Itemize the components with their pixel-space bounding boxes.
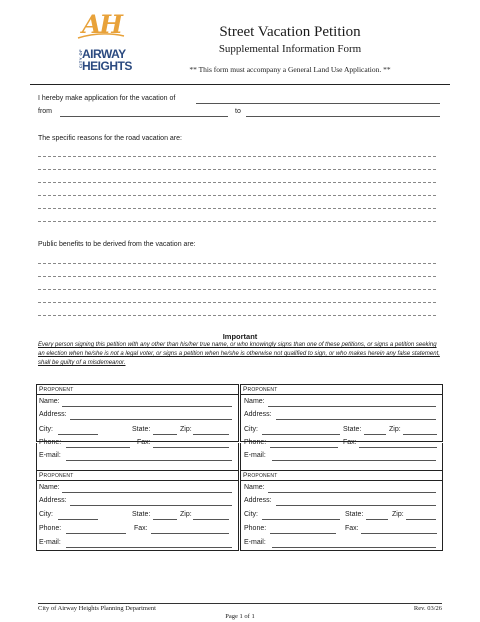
zip-field[interactable] [193, 519, 229, 520]
footer-revision: Rev. 03/26 [413, 605, 442, 612]
reasons-line[interactable] [38, 169, 436, 170]
name-field[interactable] [62, 492, 232, 493]
state-label: State: [345, 511, 364, 518]
benefits-line[interactable] [38, 315, 436, 316]
form-subtitle: Supplemental Information Form [218, 43, 362, 55]
fax-label: Fax: [345, 525, 359, 532]
city-label: City: [39, 511, 53, 518]
important-text: Every person signing this petition with any other than his/her true name, or who knowingly signs than one of these petitions, or signs a petition seeking an election when he/she is not a legal voter, or signs a petition when he/she is otherwise not qualified to sign, or who makes herein any false statement, shall be guilty of a misdemeanor. [38, 342, 440, 366]
address-label: Address: [39, 411, 67, 418]
state-label: State: [132, 426, 151, 433]
page-number: Page 1 of 1 [225, 613, 255, 620]
state-field[interactable] [153, 519, 177, 520]
address-field[interactable] [70, 505, 232, 506]
city-field[interactable] [262, 434, 340, 435]
zip-field[interactable] [406, 519, 436, 520]
address-label: Address: [39, 497, 67, 504]
state-label: State: [132, 511, 151, 518]
phone-field[interactable] [270, 533, 336, 534]
reasons-line[interactable] [38, 156, 436, 157]
zip-field[interactable] [403, 434, 437, 435]
proponent-heading: Proponent [240, 470, 443, 481]
reasons-line[interactable] [38, 208, 436, 209]
phone-label: Phone: [244, 439, 267, 446]
city-field[interactable] [262, 519, 340, 520]
benefits-label: Public benefits to be derived from the vacation are: [38, 241, 196, 248]
form-note: ** This form must accompany a General Land Use Application. ** [189, 65, 391, 74]
important-heading: Important [222, 332, 258, 341]
from-label: from [38, 108, 52, 115]
proponent-heading: Proponent [240, 384, 443, 395]
city-field[interactable] [58, 519, 98, 520]
city-label: City: [244, 511, 258, 518]
phone-field[interactable] [66, 533, 126, 534]
logo-swoosh-icon [76, 32, 126, 40]
address-label: Address: [244, 497, 272, 504]
benefits-line[interactable] [38, 276, 436, 277]
fax-label: Fax: [343, 439, 357, 446]
name-field[interactable] [62, 406, 232, 407]
city-label: City: [39, 426, 53, 433]
to-label: to [235, 108, 241, 115]
phone-label: Phone: [39, 525, 62, 532]
fax-field[interactable] [151, 533, 229, 534]
email-label: E-mail: [244, 452, 266, 459]
reasons-label: The specific reasons for the road vacation are: [38, 135, 182, 142]
reasons-line[interactable] [38, 221, 436, 222]
footer-divider [38, 603, 442, 604]
logo-airway: AIRWAY [82, 47, 126, 61]
phone-label: Phone: [244, 525, 267, 532]
benefits-line[interactable] [38, 302, 436, 303]
state-label: State: [343, 426, 362, 433]
logo-city-of: CITY OF [78, 48, 84, 69]
form-title: Street Vacation Petition [219, 24, 361, 40]
name-label: Name: [244, 484, 265, 491]
name-field[interactable] [268, 492, 436, 493]
name-label: Name: [39, 398, 60, 405]
application-label: I hereby make application for the vacation of [38, 95, 176, 102]
email-label: E-mail: [39, 539, 61, 546]
vacation-of-field[interactable] [196, 103, 440, 104]
email-field[interactable] [272, 547, 436, 548]
fax-label: Fax: [137, 439, 151, 446]
fax-label: Fax: [134, 525, 148, 532]
name-field[interactable] [268, 406, 436, 407]
from-field[interactable] [60, 116, 228, 117]
email-label: E-mail: [244, 539, 266, 546]
zip-field[interactable] [193, 434, 229, 435]
state-field[interactable] [366, 519, 388, 520]
name-label: Name: [39, 484, 60, 491]
fax-field[interactable] [361, 533, 437, 534]
city-field[interactable] [58, 434, 98, 435]
address-field[interactable] [276, 505, 436, 506]
state-field[interactable] [364, 434, 386, 435]
city-logo [76, 10, 132, 74]
footer-department: City of Airway Heights Planning Department [38, 605, 156, 612]
state-field[interactable] [153, 434, 177, 435]
benefits-line[interactable] [38, 289, 436, 290]
city-label: City: [244, 426, 258, 433]
address-field[interactable] [70, 419, 232, 420]
zip-label: Zip: [180, 511, 192, 518]
zip-label: Zip: [392, 511, 404, 518]
proponent-heading: Proponent [36, 384, 239, 395]
phone-label: Phone: [39, 439, 62, 446]
reasons-line[interactable] [38, 182, 436, 183]
proponent-heading: Proponent [36, 470, 239, 481]
email-field[interactable] [66, 547, 232, 548]
logo-mark: AH [82, 10, 122, 39]
name-label: Name: [244, 398, 265, 405]
benefits-line[interactable] [38, 263, 436, 264]
zip-label: Zip: [180, 426, 192, 433]
address-label: Address: [244, 411, 272, 418]
zip-label: Zip: [389, 426, 401, 433]
to-field[interactable] [246, 116, 440, 117]
header-divider [30, 84, 450, 85]
logo-heights: HEIGHTS [82, 59, 132, 73]
email-label: E-mail: [39, 452, 61, 459]
address-field[interactable] [276, 419, 436, 420]
reasons-line[interactable] [38, 195, 436, 196]
